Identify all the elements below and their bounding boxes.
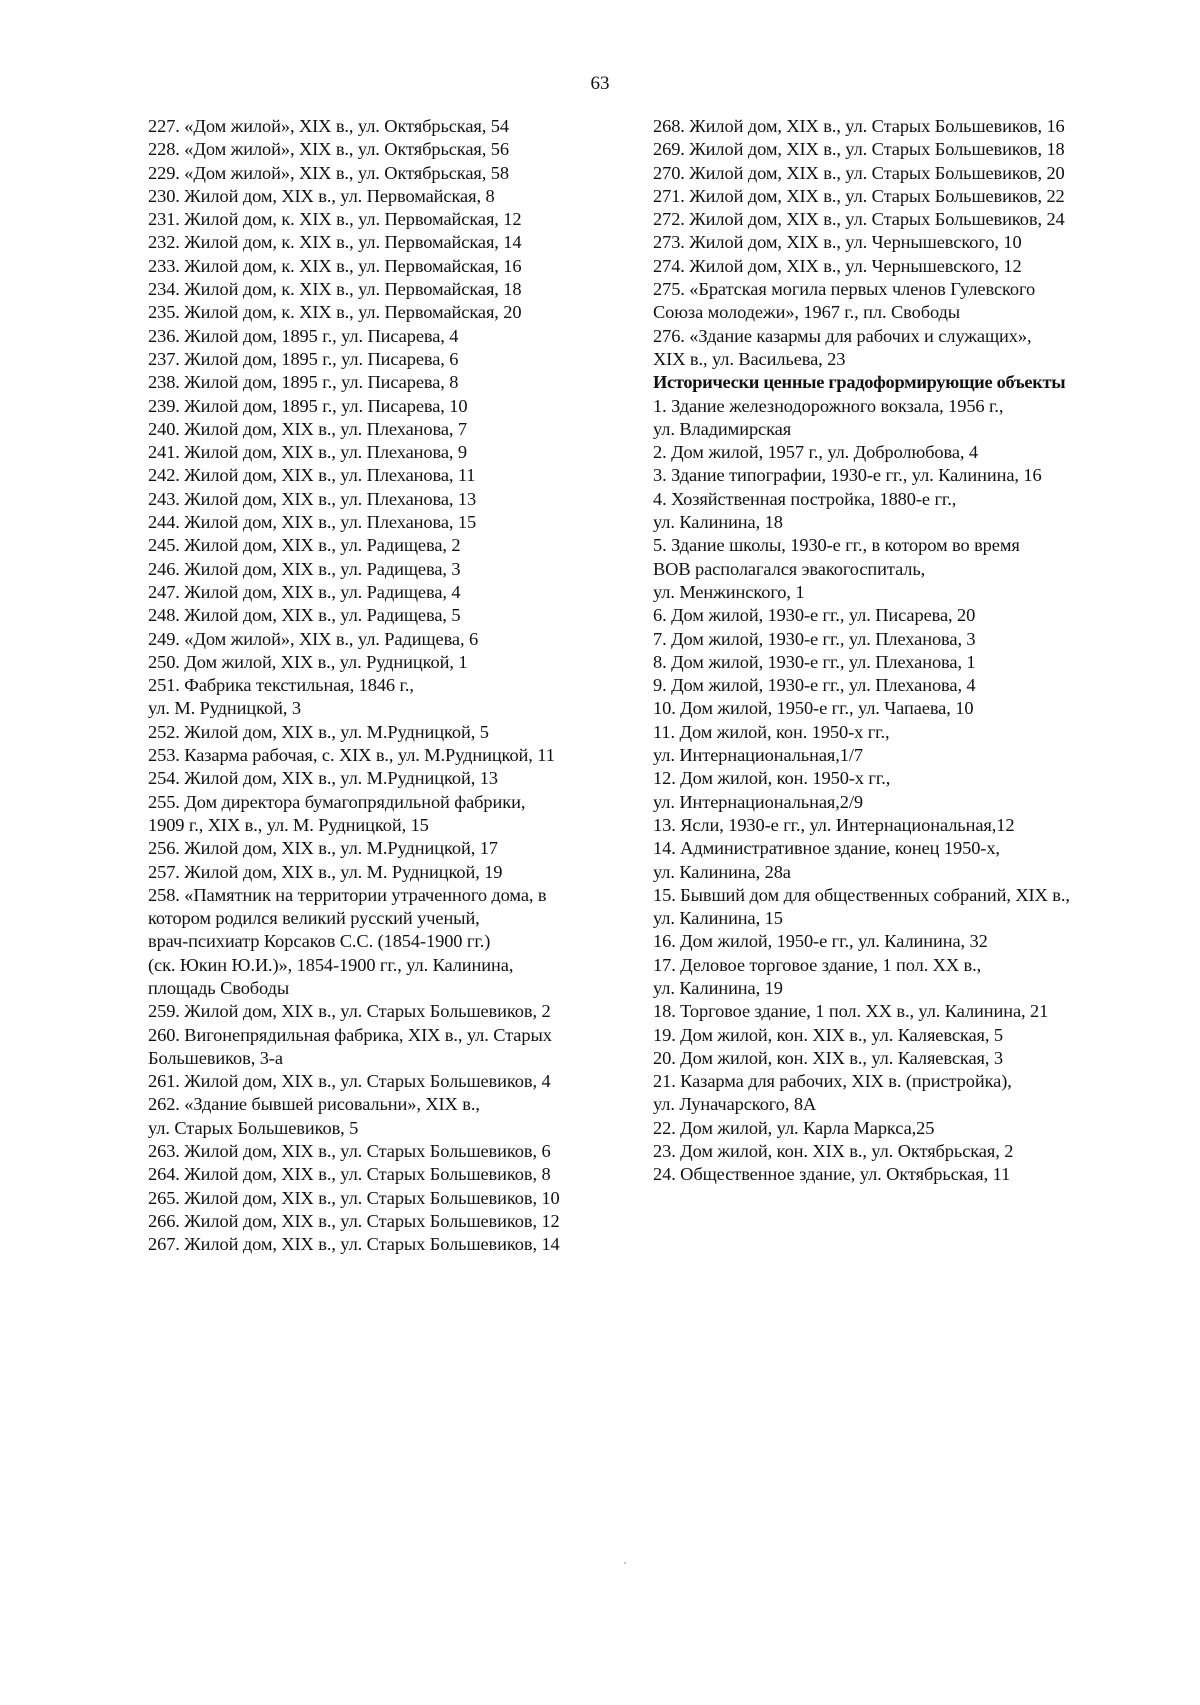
list-item: 1909 г., XIX в., ул. М. Рудницкой, 15 xyxy=(148,814,429,835)
list-item: 21. Казарма для рабочих, XIX в. (пристройка), xyxy=(653,1071,1012,1092)
list-item: ул. Калинина, 19 xyxy=(653,977,783,998)
list-item: 13. Ясли, 1930-е гг., ул. Интернациональная,12 xyxy=(653,814,1015,835)
list-item: 232. Жилой дом, к. XIX в., ул. Первомайская, 14 xyxy=(148,232,522,253)
list-item: 22. Дом жилой, ул. Карла Маркса,25 xyxy=(653,1117,935,1138)
list-item: 248. Жилой дом, XIX в., ул. Радищева, 5 xyxy=(148,605,461,626)
list-item: 20. Дом жилой, кон. XIX в., ул. Каляевская, 3 xyxy=(653,1047,1003,1068)
list-item: Союза молодежи», 1967 г., пл. Свободы xyxy=(653,302,961,323)
list-item: 234. Жилой дом, к. XIX в., ул. Первомайская, 18 xyxy=(148,279,522,300)
list-item: 247. Жилой дом, XIX в., ул. Радищева, 4 xyxy=(148,581,461,602)
list-item: 2. Дом жилой, 1957 г., ул. Добролюбова, 4 xyxy=(653,442,978,463)
list-item: ул. Интернациональная,1/7 xyxy=(653,745,863,766)
list-item: Большевиков, 3-а xyxy=(148,1047,283,1068)
list-item: ул. Владимирская xyxy=(653,418,792,439)
list-item: 11. Дом жилой, кон. 1950-х гг., xyxy=(653,721,890,742)
list-item: ул. Луначарского, 8А xyxy=(653,1094,817,1115)
list-item: XIX в., ул. Васильева, 23 xyxy=(653,348,846,369)
list-item: 18. Торговое здание, 1 пол. XX в., ул. Калинина, 21 xyxy=(653,1001,1049,1022)
list-item: 275. «Братская могила первых членов Гулевского xyxy=(653,279,1036,300)
list-item: 23. Дом жилой, кон. XIX в., ул. Октябрьская, 2 xyxy=(653,1141,1014,1162)
list-item: 231. Жилой дом, к. XIX в., ул. Первомайская, 12 xyxy=(148,209,522,230)
list-item: 267. Жилой дом, XIX в., ул. Старых Большевиков, 14 xyxy=(148,1234,560,1255)
left-column-list xyxy=(148,115,638,1257)
list-item: 236. Жилой дом, 1895 г., ул. Писарева, 4 xyxy=(148,325,459,346)
list-item: 24. Общественное здание, ул. Октябрьская, 11 xyxy=(653,1164,1011,1185)
list-item: 274. Жилой дом, XIX в., ул. Чернышевского, 12 xyxy=(653,255,1022,276)
list-item: 246. Жилой дом, XIX в., ул. Радищева, 3 xyxy=(148,558,461,579)
list-item: 253. Казарма рабочая, с. XIX в., ул. М.Рудницкой, 11 xyxy=(148,745,555,766)
right-column-list xyxy=(653,115,1153,1187)
list-item: котором родился великий русский ученый, xyxy=(148,908,480,929)
list-item: 240. Жилой дом, XIX в., ул. Плеханова, 7 xyxy=(148,418,467,439)
list-item: врач-психиатр Корсаков С.С. (1854-1900 гг.) xyxy=(148,931,491,952)
list-item: 268. Жилой дом, XIX в., ул. Старых Большевиков, 16 xyxy=(653,116,1065,136)
list-item: 266. Жилой дом, XIX в., ул. Старых Большевиков, 12 xyxy=(148,1210,560,1231)
list-item: 233. Жилой дом, к. XIX в., ул. Первомайская, 16 xyxy=(148,255,522,276)
list-item: 235. Жилой дом, к. XIX в., ул. Первомайская, 20 xyxy=(148,302,522,323)
list-item: 4. Хозяйственная постройка, 1880-е гг., xyxy=(653,488,957,509)
list-item: 273. Жилой дом, XIX в., ул. Чернышевского, 10 xyxy=(653,232,1022,253)
list-item: 9. Дом жилой, 1930-е гг., ул. Плеханова, 4 xyxy=(653,675,976,696)
list-item: ул. Калинина, 18 xyxy=(653,512,783,533)
list-item: 260. Вигонепрядильная фабрика, XIX в., ул. Старых xyxy=(148,1024,552,1045)
list-item: 241. Жилой дом, XIX в., ул. Плеханова, 9 xyxy=(148,442,467,463)
list-item: 16. Дом жилой, 1950-е гг., ул. Калинина, 32 xyxy=(653,931,988,952)
list-item: 264. Жилой дом, XIX в., ул. Старых Большевиков, 8 xyxy=(148,1164,551,1185)
list-item: 262. «Здание бывшей рисовальни», XIX в., xyxy=(148,1094,480,1115)
list-item: 14. Административное здание, конец 1950-х, xyxy=(653,838,1000,859)
list-item: 254. Жилой дом, XIX в., ул. М.Рудницкой, 13 xyxy=(148,768,498,789)
list-item: ул. Интернациональная,2/9 xyxy=(653,791,863,812)
list-item: ул. Калинина, 28а xyxy=(653,861,791,882)
list-item: 265. Жилой дом, XIX в., ул. Старых Большевиков, 10 xyxy=(148,1187,560,1208)
list-item: 256. Жилой дом, XIX в., ул. М.Рудницкой, 17 xyxy=(148,838,498,859)
list-item: 251. Фабрика текстильная, 1846 г., xyxy=(148,675,414,696)
list-item: 230. Жилой дом, XIX в., ул. Первомайская, 8 xyxy=(148,185,495,206)
list-item: 259. Жилой дом, XIX в., ул. Старых Большевиков, 2 xyxy=(148,1001,551,1022)
list-item: 252. Жилой дом, XIX в., ул. М.Рудницкой, 5 xyxy=(148,721,489,742)
list-item: ул. Старых Большевиков, 5 xyxy=(148,1117,359,1138)
list-item: 269. Жилой дом, XIX в., ул. Старых Большевиков, 18 xyxy=(653,139,1065,160)
list-item: 244. Жилой дом, XIX в., ул. Плеханова, 15 xyxy=(148,512,477,533)
list-item: 238. Жилой дом, 1895 г., ул. Писарева, 8 xyxy=(148,372,459,393)
list-item: 17. Деловое торговое здание, 1 пол. XX в., xyxy=(653,954,982,975)
list-item: 237. Жилой дом, 1895 г., ул. Писарева, 6 xyxy=(148,348,459,369)
list-item: 249. «Дом жилой», XIX в., ул. Радищева, 6 xyxy=(148,628,479,649)
list-item: 276. «Здание казармы для рабочих и служащих», xyxy=(653,325,1032,346)
list-item: 250. Дом жилой, XIX в., ул. Рудницкой, 1 xyxy=(148,651,468,672)
list-item: 239. Жилой дом, 1895 г., ул. Писарева, 10 xyxy=(148,395,468,416)
list-item: 257. Жилой дом, XIX в., ул. М. Рудницкой, 19 xyxy=(148,861,503,882)
list-item: 261. Жилой дом, XIX в., ул. Старых Большевиков, 4 xyxy=(148,1071,551,1092)
list-item: 6. Дом жилой, 1930-е гг., ул. Писарева, 20 xyxy=(653,605,976,626)
list-item: 229. «Дом жилой», XIX в., ул. Октябрьская, 58 xyxy=(148,162,509,183)
scan-speck xyxy=(624,1562,626,1564)
list-item: 227. «Дом жилой», XIX в., ул. Октябрьская, 54 xyxy=(148,116,509,136)
page-number: 63 xyxy=(590,73,610,94)
list-item: 271. Жилой дом, XIX в., ул. Старых Большевиков, 22 xyxy=(653,185,1065,206)
list-item: 8. Дом жилой, 1930-е гг., ул. Плеханова, 1 xyxy=(653,651,976,672)
list-item: 270. Жилой дом, XIX в., ул. Старых Большевиков, 20 xyxy=(653,162,1065,183)
list-item: ул. М. Рудницкой, 3 xyxy=(148,698,301,719)
list-item: ул. Менжинского, 1 xyxy=(653,581,805,602)
list-item: ул. Калинина, 15 xyxy=(653,908,783,929)
list-item: 7. Дом жилой, 1930-е гг., ул. Плеханова, 3 xyxy=(653,628,976,649)
list-item: 10. Дом жилой, 1950-е гг., ул. Чапаева, 10 xyxy=(653,698,974,719)
list-item: 258. «Памятник на территории утраченного дома, в xyxy=(148,884,547,905)
list-item: площадь Свободы xyxy=(148,977,290,998)
list-item: 12. Дом жилой, кон. 1950-х гг., xyxy=(653,768,891,789)
list-item: 3. Здание типографии, 1930-е гг., ул. Калинина, 16 xyxy=(653,465,1042,486)
list-item: 228. «Дом жилой», XIX в., ул. Октябрьская, 56 xyxy=(148,139,509,160)
list-item: 242. Жилой дом, XIX в., ул. Плеханова, 11 xyxy=(148,465,476,486)
list-item: 245. Жилой дом, XIX в., ул. Радищева, 2 xyxy=(148,535,461,556)
list-item: 255. Дом директора бумагопрядильной фабрики, xyxy=(148,791,526,812)
list-item: 5. Здание школы, 1930-е гг., в котором во время xyxy=(653,535,1020,556)
section-heading: Исторически ценные градоформирующие объекты xyxy=(653,372,1066,393)
list-item: 272. Жилой дом, XIX в., ул. Старых Большевиков, 24 xyxy=(653,209,1065,230)
list-item: ВОВ располагался эвакогоспиталь, xyxy=(653,558,926,579)
list-item: 263. Жилой дом, XIX в., ул. Старых Большевиков, 6 xyxy=(148,1141,551,1162)
list-item: 243. Жилой дом, XIX в., ул. Плеханова, 13 xyxy=(148,488,477,509)
list-item: 1. Здание железнодорожного вокзала, 1956 г., xyxy=(653,395,1004,416)
list-item: 19. Дом жилой, кон. XIX в., ул. Каляевская, 5 xyxy=(653,1024,1003,1045)
list-item: (ск. Юкин Ю.И.)», 1854-1900 гг., ул. Калинина, xyxy=(148,954,514,975)
list-item: 15. Бывший дом для общественных собраний, XIX в., xyxy=(653,884,1070,905)
